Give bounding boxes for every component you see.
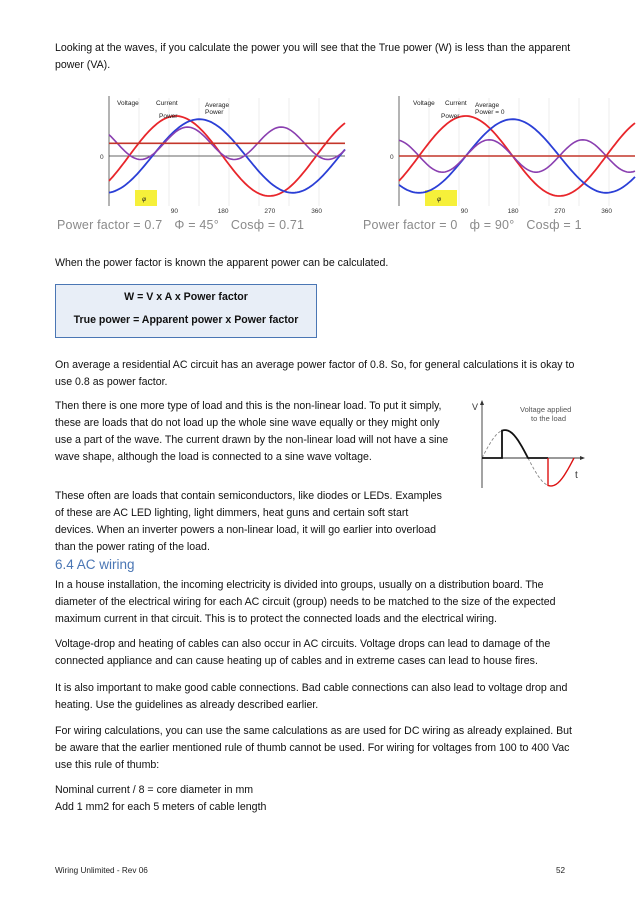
tick-label-270: 270 [264, 208, 276, 215]
power-label: Power [441, 113, 460, 120]
caption-right-phi: ф = 90° [469, 218, 515, 232]
tick-label-90: 90 [170, 208, 179, 215]
rule-of-thumb-2: Add 1 mm2 for each 5 meters of cable length [55, 801, 267, 813]
voltage-label: Voltage [413, 100, 435, 107]
wiring-paragraph-3: It is also important to make good cable connections. Bad cable connections can also lead to voltage drop and heating. Use the guidelines as already described earlier. [55, 682, 568, 711]
semiconductor-paragraph: These often are loads that contain semiconductors, like diodes or LEDs. Examples of these are AC LED lighting, light dimmers, heat guns and certain soft start devices. When an inverter powers a non-linear load, it will go earlier into overload than the power rating of the load. [55, 490, 442, 553]
zero-label: 0 [390, 154, 394, 161]
voltage-label: Voltage [117, 100, 139, 107]
caption-right-pf: Power factor = 0 [363, 218, 458, 232]
average-power-label: Power = 0 [475, 109, 505, 116]
formula-line-1: W = V x A x Power factor [124, 291, 248, 303]
nl-label-1: Voltage applied [520, 405, 572, 414]
load-voltage-waveform [482, 430, 548, 458]
page-number: 52 [556, 866, 566, 875]
formula-line-2: True power = Apparent power x Power factor [73, 314, 299, 326]
zero-label: 0 [100, 154, 104, 161]
nl-label-2: to the load [531, 414, 567, 423]
footer-title: Wiring Unlimited - Rev 06 [55, 866, 148, 875]
t-label: t [575, 470, 578, 481]
average-label: Average [475, 102, 500, 109]
nonlinear-paragraph: Then there is one more type of load and this is the non-linear load. To put it simply, these are loads that do not load up the whole sine wave equally or they might only use a part of the wave. The current drawn by the non-linear load will not have a sine wave shape, although the load is connected to a sine wave voltage. [55, 400, 449, 463]
load-voltage-negative [548, 458, 574, 486]
tick-label-180: 180 [507, 208, 519, 215]
tick-label-90: 90 [460, 208, 469, 215]
caption-left [57, 218, 304, 232]
tick-label-180: 180 [217, 208, 229, 215]
section-heading: 6.4 AC wiring [55, 557, 135, 572]
caption-left-cos: Cosф = 0.71 [230, 218, 305, 232]
formula-box [55, 284, 317, 338]
tick-label-360: 360 [601, 208, 613, 215]
power-label: Power [159, 113, 178, 120]
t-axis-arrow [580, 456, 585, 460]
caption-left-pf: Power factor = 0.7 [57, 218, 163, 232]
phi-label: φ [437, 196, 442, 203]
current-label: Current [445, 100, 467, 107]
wiring-paragraph-1: In a house installation, the incoming electricity is divided into groups, usually on a distribution board. The diameter of the electrical wiring for each AC circuit (group) needs to be matched to the size of the expected maximum current in that circuit. This is to protect the connected loads and the electrical wiring. [55, 579, 556, 625]
caption-right [363, 218, 582, 232]
nonlinear-load-chart [460, 398, 590, 490]
tick-label-360: 360 [311, 208, 323, 215]
power-wave-chart-left [95, 92, 355, 218]
tick-label-270: 270 [554, 208, 566, 215]
phi-label: φ [142, 196, 147, 203]
v-axis-arrow [480, 400, 484, 405]
caption-right-cos: Cosф = 1 [526, 218, 582, 232]
v-label: V [472, 402, 479, 412]
wiring-paragraph-4: For wiring calculations, you can use the same calculations as are used for DC wiring as already explained. But be aware that the earlier mentioned rule of thumb cannot be used. For wiring for voltages from 100 to 400 Vac use this rule of thumb: [55, 725, 572, 771]
apparent-power-sentence: When the power factor is known the apparent power can be calculated. [55, 257, 389, 269]
rule-of-thumb-1: Nominal current / 8 = core diameter in mm [55, 784, 254, 796]
average-label: Average [205, 102, 230, 109]
caption-left-phi: Φ = 45° [174, 218, 219, 232]
intro-paragraph: Looking at the waves, if you calculate the power you will see that the True power (W) is less than the apparent power (VA). [55, 42, 571, 71]
average-pf-paragraph: On average a residential AC circuit has an average power factor of 0.8. So, for general calculations it is okay to use 0.8 as power factor. [55, 359, 575, 388]
power-wave-chart-right [385, 92, 638, 218]
average-power-label: Power [205, 109, 224, 116]
current-label: Current [156, 100, 178, 107]
wiring-paragraph-2: Voltage-drop and heating of cables can also occur in AC circuits. Voltage drops can lead to damage of the connected appliance and can cause heating up of cables and in extreme cases can lead to house fires. [55, 638, 551, 667]
